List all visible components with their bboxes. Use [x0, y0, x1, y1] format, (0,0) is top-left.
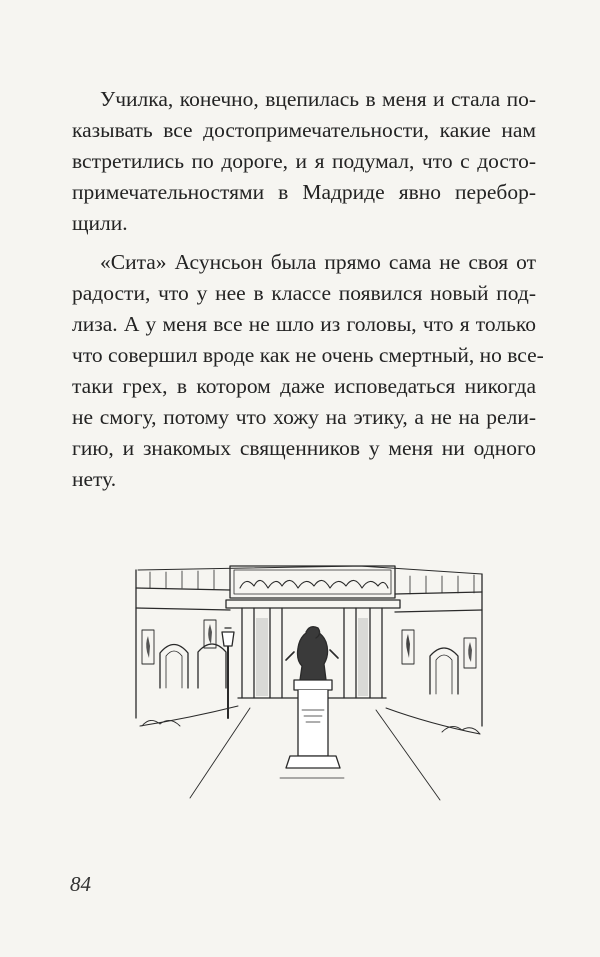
text-line: щили. — [72, 211, 128, 235]
text-line: не смогу, потому что хожу на этику, а не на рели- — [72, 405, 536, 429]
text-line: примечательностями в Мадриде явно перебор- — [72, 180, 536, 204]
text-line: казывать все достопримечательности, какие нам — [72, 118, 536, 142]
text-line: таки грех, в котором даже исповедаться никогда — [72, 374, 536, 398]
text-line: встретились по дороге, и я подумал, что с досто- — [72, 149, 536, 173]
text-line: лиза. А у меня все не шло из головы, что я только — [72, 312, 536, 336]
text-line: нету. — [72, 467, 117, 491]
body-text — [72, 84, 544, 503]
text-line: Училка, конечно, вцепилась в меня и стала по- — [100, 87, 536, 111]
page-number: 84 — [70, 872, 91, 896]
text-line: «Сита» Асунсьон была прямо сама не своя от — [100, 250, 536, 274]
paragraph-2 — [72, 247, 544, 495]
text-line: что совершил вроде как не очень смертный, но все- — [72, 343, 544, 367]
text-line: гию, и знакомых священников у меня ни одного — [72, 436, 536, 460]
text-line: радости, что у нее в классе появился новый под- — [72, 281, 536, 305]
museum-statue-illustration — [130, 548, 490, 810]
paragraph-1 — [72, 84, 536, 239]
